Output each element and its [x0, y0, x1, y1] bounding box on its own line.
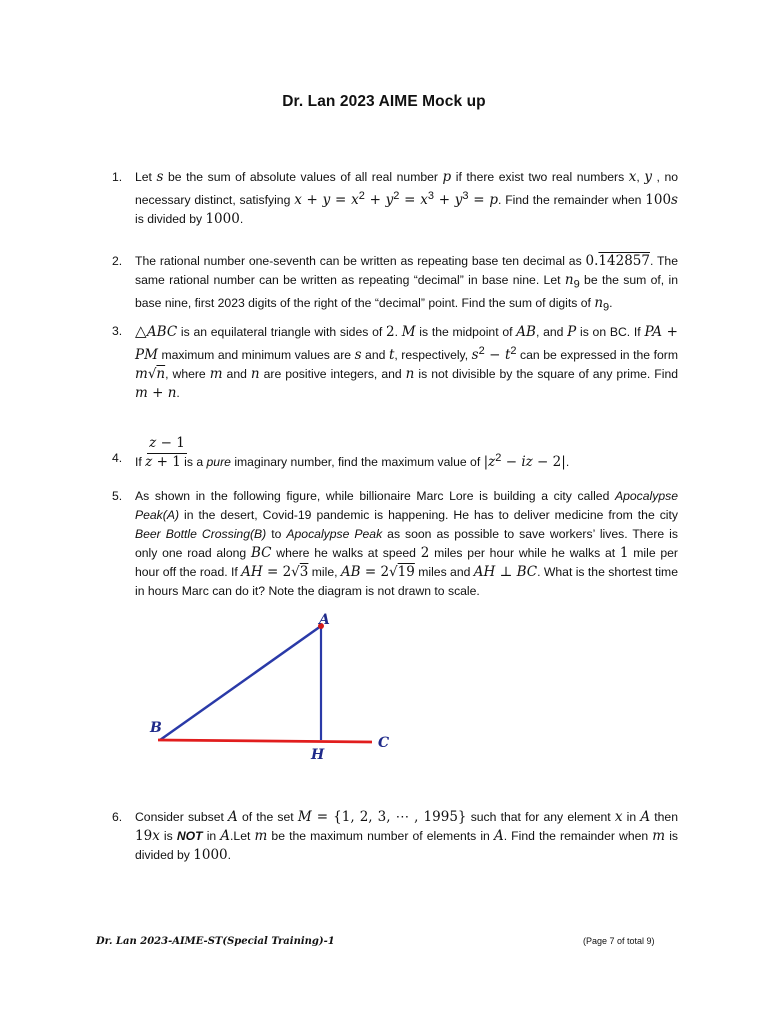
problem-2	[112, 252, 678, 318]
problem-text: Let s be the sum of absolute values of all real number p if there exist two real numbers x, y , no necessary distinct, satisfying $x + y = x^2 + y^2 = x^3 + y^3 = p$. Find the remainder when 100s is divided by 1000.	[135, 169, 679, 228]
problem-number: 3.	[112, 324, 123, 338]
segment-ab	[160, 626, 321, 740]
problem-6	[112, 808, 678, 865]
problem-number: 5.	[112, 489, 123, 503]
triangle-figure	[140, 605, 400, 765]
page-title: Dr. Lan 2023 AIME Mock up	[282, 93, 486, 110]
problem-text: If z − 1 z + 1 is a pure imaginary number, find the maximum value of $|z^2$ − iz − 2|.	[135, 435, 570, 471]
problem-1	[112, 168, 678, 229]
label-b: B	[150, 720, 162, 736]
problem-number: 6.	[112, 810, 123, 824]
label-a: A	[319, 612, 330, 628]
problem-text: As shown in the following figure, while billionaire Marc Lore is building a city called Apocalypse Peak(A) in the desert, Covid-19 pandemic is happening. He has to deliver medicine from the city Beer Bottle Crossing(B) to Apocalypse Peak as soon as possible to save workers’ lives. There is only one road along BC where he walks at speed 2 miles per hour while he walks at 1 mile per hour off the road. If AH = 2√3 mile, AB = 2√19 miles and AH ⊥ BC. What is the shortest time in hours Marc can do it? Note the diagram is not drawn to scale.	[135, 489, 678, 598]
problem-text: Consider subset A of the set M = {1, 2, 3, ⋯ , 1995} such that for any element x in A then 19x is NOT in A.Let m be the maximum number of elements in A. Find the remainder when m is divided by 1000.	[135, 809, 679, 863]
problem-3	[112, 322, 678, 403]
problem-text: △ABC is an equilateral triangle with sides of 2. M is the midpoint of AB, and P is on BC. If PA + PM maximum and minimum values are s and t, respectively, $s^2 - t^2$ can be expressed in the form m√n, where m and n are positive integers, and n is not divisible by the square of any prime. Find m + n.	[135, 322, 679, 402]
segment-bc	[158, 740, 372, 742]
problem-number: 4.	[112, 451, 123, 465]
problem-5	[112, 487, 678, 601]
footer-page-number: (Page 7 of total 9)	[583, 936, 655, 946]
label-h: H	[311, 747, 325, 763]
label-c: C	[378, 735, 390, 751]
problem-number: 1.	[112, 170, 123, 184]
problem-text: The rational number one-seventh can be written as repeating base ten decimal as 0.142857. The same rational number can be written as repeating “decimal” in base nine. Let $n_9$ be the sum of, in base nine, first 2023 digits of the right of the “decimal” point. Find the sum of digits of $n_9$.	[135, 253, 678, 314]
problem-4	[112, 435, 678, 472]
problem-number: 2.	[112, 254, 123, 268]
footer-course-title: Dr. Lan 2023-AIME-ST(Special Training)-1	[96, 936, 335, 947]
